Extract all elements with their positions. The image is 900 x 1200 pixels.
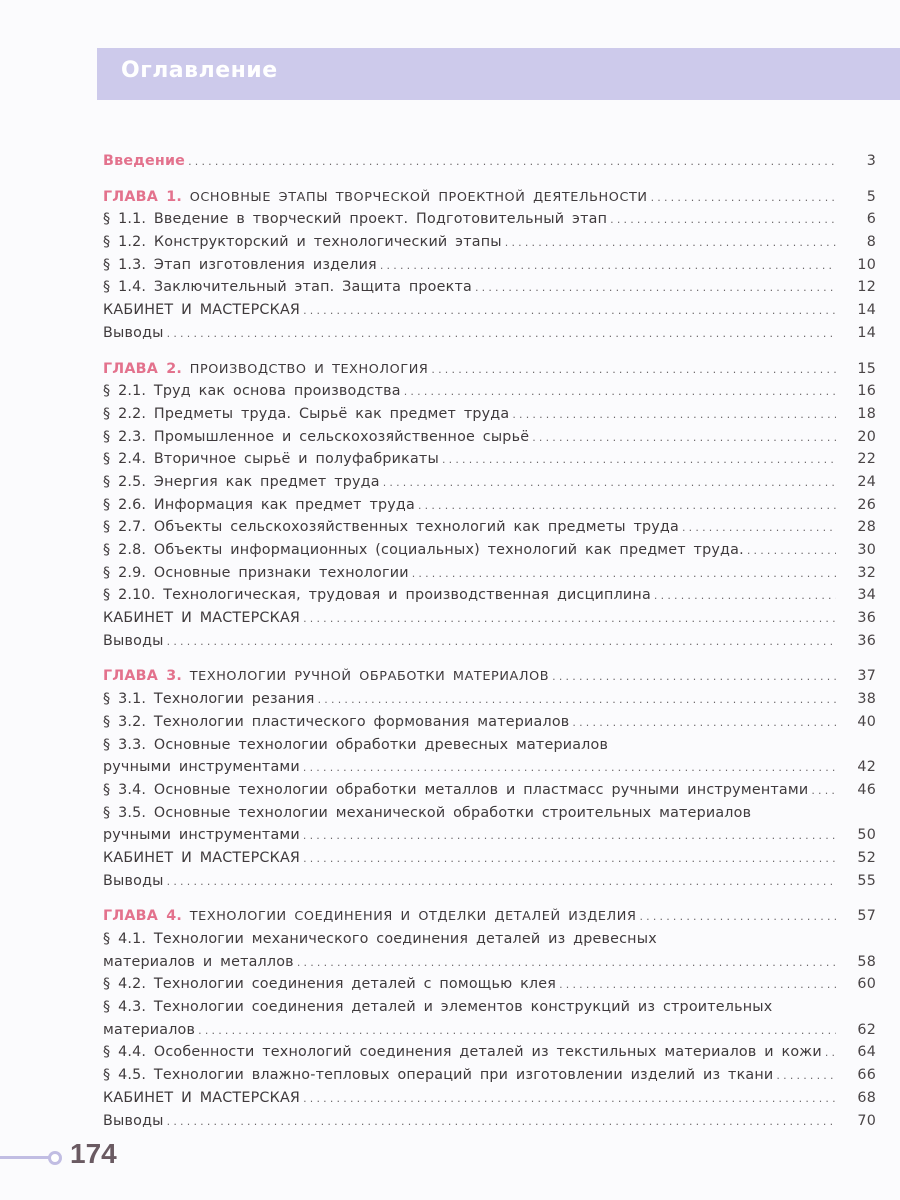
page-ref: 57	[857, 908, 876, 925]
page-ref: 32	[857, 564, 876, 581]
toc-entry[interactable]	[103, 824, 876, 847]
entry-title: КАБИНЕТ И МАСТЕРСКАЯ	[103, 1089, 301, 1106]
toc-entry[interactable]	[103, 870, 876, 893]
toc-entry[interactable]	[103, 847, 876, 870]
entry-title: КАБИНЕТ И МАСТЕРСКАЯ	[103, 849, 301, 866]
entry-title: § 1.2. Конструкторский и технологический этапы	[103, 234, 502, 251]
toc-entry[interactable]	[103, 1064, 876, 1087]
page-ref: 22	[857, 451, 876, 468]
dot-leader	[825, 1042, 836, 1065]
toc-entry[interactable]	[103, 973, 876, 996]
dot-leader	[418, 495, 836, 518]
toc-entry[interactable]	[103, 996, 876, 1019]
page-number: 174	[70, 1138, 117, 1169]
dot-leader	[811, 780, 836, 803]
toc-entry[interactable]	[103, 951, 876, 974]
toc-entry[interactable]	[103, 928, 876, 951]
dot-leader	[475, 277, 836, 300]
entry-title: КАБИНЕТ И МАСТЕРСКАЯ	[103, 610, 301, 627]
dot-leader	[559, 974, 836, 997]
toc-chapter-4	[103, 905, 876, 1132]
entry-title: § 2.1. Труд как основа производства	[103, 383, 401, 400]
toc-entry[interactable]	[103, 1019, 876, 1042]
toc-entry[interactable]	[103, 516, 876, 539]
toc-chapter-3	[103, 665, 876, 892]
dot-leader	[572, 712, 836, 735]
dot-leader	[610, 209, 836, 232]
table-of-contents	[103, 150, 876, 1145]
dot-leader	[297, 952, 836, 975]
page-ref: 37	[857, 668, 876, 685]
dot-leader	[505, 232, 836, 255]
entry-title: материалов	[103, 1021, 196, 1038]
toc-entry[interactable]	[103, 562, 876, 585]
entry-title: § 4.1. Технологии механического соединения деталей из древесных	[103, 931, 657, 947]
page-ref: 66	[857, 1067, 876, 1084]
toc-entry-intro[interactable]	[103, 150, 876, 173]
toc-entry[interactable]	[103, 1041, 876, 1064]
entry-title: § 2.2. Предметы труда. Сырьё как предмет труда	[103, 405, 510, 422]
toc-entry[interactable]	[103, 756, 876, 779]
toc-chapter-heading[interactable]	[103, 186, 876, 209]
entry-title: материалов и металлов	[103, 953, 294, 970]
dot-leader	[380, 255, 836, 278]
entry-title: § 1.1. Введение в творческий проект. Подготовительный этап	[103, 211, 608, 228]
dot-leader	[188, 151, 836, 174]
entry-title: ручными инструментами	[103, 827, 300, 844]
dot-leader	[167, 1111, 836, 1134]
toc-entry[interactable]	[103, 208, 876, 231]
toc-entry[interactable]	[103, 1110, 876, 1133]
page-ref: 46	[857, 781, 876, 798]
toc-entry[interactable]	[103, 688, 876, 711]
dot-leader	[383, 472, 836, 495]
dot-leader	[167, 631, 836, 654]
chapter-title: ОСНОВНЫЕ ЭТАПЫ ТВОРЧЕСКОЙ ПРОЕКТНОЙ ДЕЯТЕЛЬНОСТИ	[189, 189, 648, 205]
entry-title: Выводы	[103, 1112, 164, 1129]
toc-chapter-1	[103, 186, 876, 345]
chapter-prefix: ГЛАВА 1.	[103, 188, 182, 205]
dot-leader	[639, 906, 836, 929]
page-ref: 36	[857, 632, 876, 649]
page-ref: 12	[857, 279, 876, 296]
entry-title: § 4.3. Технологии соединения деталей и элементов конструкций из строительных	[103, 999, 773, 1016]
chapter-prefix: ГЛАВА 4.	[103, 908, 182, 925]
toc-entry[interactable]	[103, 471, 876, 494]
entry-title: § 1.3. Этап изготовления изделия	[103, 256, 377, 273]
page-ref: 62	[857, 1021, 876, 1038]
chapters-container	[103, 186, 876, 1133]
entry-title: Выводы	[103, 632, 164, 649]
toc-chapter-2	[103, 358, 876, 653]
entry-title: § 3.1. Технологии резания	[103, 691, 315, 708]
toc-entry[interactable]	[103, 539, 876, 562]
entry-title: Выводы	[103, 872, 164, 889]
page-ref: 60	[857, 976, 876, 993]
page-ref: 24	[857, 473, 876, 490]
dot-leader	[303, 825, 836, 848]
dot-leader	[412, 563, 836, 586]
page-ref: 58	[857, 953, 876, 970]
toc-entry[interactable]	[103, 734, 876, 757]
toc-chapter-heading[interactable]	[103, 905, 876, 928]
entry-title: § 4.4. Особенности технологий соединения деталей из текстильных материалов и кожи	[103, 1044, 822, 1061]
dot-leader	[431, 359, 836, 382]
header-band	[97, 48, 900, 100]
toc-entry[interactable]	[103, 779, 876, 802]
dot-leader	[303, 1088, 836, 1111]
page-ref: 40	[857, 713, 876, 730]
dot-leader	[318, 689, 836, 712]
page-ref: 64	[857, 1044, 876, 1061]
page-ref: 55	[857, 872, 876, 889]
dot-leader	[682, 517, 836, 540]
toc-entry[interactable]	[103, 494, 876, 517]
dot-leader	[198, 1020, 836, 1043]
toc-entry[interactable]	[103, 584, 876, 607]
page-ref: 70	[857, 1112, 876, 1129]
page-ref: 14	[857, 302, 876, 319]
dot-leader	[303, 300, 836, 323]
page-ref: 14	[857, 324, 876, 341]
toc-entry[interactable]	[103, 802, 876, 825]
dot-leader	[167, 871, 836, 894]
toc-entry[interactable]	[103, 448, 876, 471]
entry-title: § 1.4. Заключительный этап. Защита проекта	[103, 279, 472, 296]
dot-leader	[404, 381, 836, 404]
dot-leader	[552, 666, 836, 689]
entry-title: § 2.4. Вторичное сырьё и полуфабрикаты	[103, 451, 439, 468]
dot-leader	[776, 1065, 836, 1088]
page-ref: 42	[857, 759, 876, 776]
entry-title: § 3.4. Основные технологии обработки металлов и пластмасс ручными инструментами	[103, 781, 809, 798]
chapter-title: ПРОИЗВОДСТВО И ТЕХНОЛОГИЯ	[189, 361, 429, 377]
toc-entry[interactable]	[103, 254, 876, 277]
toc-intro-section	[103, 150, 876, 173]
toc-entry[interactable]	[103, 426, 876, 449]
chapter-title: ТЕХНОЛОГИИ СОЕДИНЕНИЯ И ОТДЕЛКИ ДЕТАЛЕЙ ИЗДЕЛИЯ	[189, 909, 637, 925]
dot-leader	[747, 540, 836, 563]
entry-title: § 4.2. Технологии соединения деталей с помощью клея	[103, 976, 557, 993]
page-ref: 8	[866, 234, 876, 251]
toc-entry[interactable]	[103, 607, 876, 630]
page-ref: 15	[857, 360, 876, 377]
toc-entry[interactable]	[103, 403, 876, 426]
entry-title: § 2.5. Энергия как предмет труда	[103, 473, 380, 490]
dot-leader	[303, 848, 836, 871]
entry-title: § 3.2. Технологии пластического формования материалов	[103, 713, 570, 730]
toc-chapter-heading[interactable]	[103, 358, 876, 381]
entry-title: § 2.3. Промышленное и сельскохозяйственное сырьё	[103, 428, 530, 445]
chapter-prefix: ГЛАВА 3.	[103, 668, 182, 685]
page-ref: 18	[857, 405, 876, 422]
page-ref: 30	[857, 542, 876, 558]
toc-chapter-heading[interactable]	[103, 665, 876, 688]
page-ref: 10	[857, 256, 876, 273]
dot-leader	[167, 323, 836, 346]
page-ref: 26	[857, 496, 876, 513]
page-ref: 16	[857, 383, 876, 400]
toc-entry[interactable]	[103, 1087, 876, 1110]
dot-leader	[303, 757, 836, 780]
chapter-prefix: ГЛАВА 2.	[103, 360, 182, 377]
page-ref: 3	[866, 153, 876, 169]
toc-entry[interactable]	[103, 276, 876, 299]
toc-entry[interactable]	[103, 711, 876, 734]
dot-leader	[303, 608, 836, 631]
footer-decorative-line	[0, 1156, 50, 1159]
page-ref: 52	[857, 849, 876, 866]
toc-entry[interactable]	[103, 322, 876, 345]
intro-label: Введение	[103, 153, 186, 169]
toc-entry[interactable]	[103, 231, 876, 254]
page-ref: 38	[857, 691, 876, 708]
dot-leader	[654, 585, 836, 608]
entry-title: § 3.3. Основные технологии обработки древесных материалов	[103, 736, 609, 753]
page-ref: 36	[857, 610, 876, 627]
dot-leader	[442, 449, 836, 472]
page-title: Оглавление	[121, 58, 278, 83]
dot-leader	[532, 427, 836, 450]
page-ref: 34	[857, 587, 876, 604]
entry-title: § 2.7. Объекты сельскохозяйственных технологий как предметы труда	[103, 519, 679, 536]
page-ref: 28	[857, 519, 876, 536]
footer-circle-icon	[48, 1151, 62, 1165]
page-ref: 50	[857, 827, 876, 844]
page-ref: 20	[857, 428, 876, 445]
page-ref: 68	[857, 1089, 876, 1106]
dot-leader	[512, 404, 836, 427]
chapter-title: ТЕХНОЛОГИИ РУЧНОЙ ОБРАБОТКИ МАТЕРИАЛОВ	[189, 669, 550, 685]
entry-title: § 2.9. Основные признаки технологии	[103, 564, 409, 581]
entry-title: ручными инструментами	[103, 759, 300, 776]
page-ref: 5	[866, 188, 876, 205]
entry-title: § 2.6. Информация как предмет труда	[103, 496, 415, 513]
entry-title: § 2.10. Технологическая, трудовая и производственная дисциплина	[103, 587, 651, 604]
entry-title: Выводы	[103, 324, 164, 341]
entry-title: § 4.5. Технологии влажно-тепловых операций при изготовлении изделий из ткани	[103, 1067, 774, 1084]
page-ref: 6	[866, 211, 876, 228]
dot-leader	[651, 187, 836, 210]
toc-entry[interactable]	[103, 299, 876, 322]
toc-entry[interactable]	[103, 380, 876, 403]
toc-entry[interactable]	[103, 630, 876, 653]
entry-title: § 3.5. Основные технологии механической обработки строительных материалов	[103, 804, 752, 821]
entry-title: § 2.8. Объекты информационных (социальных) технологий как предмет труда.	[103, 542, 744, 558]
entry-title: КАБИНЕТ И МАСТЕРСКАЯ	[103, 302, 301, 319]
